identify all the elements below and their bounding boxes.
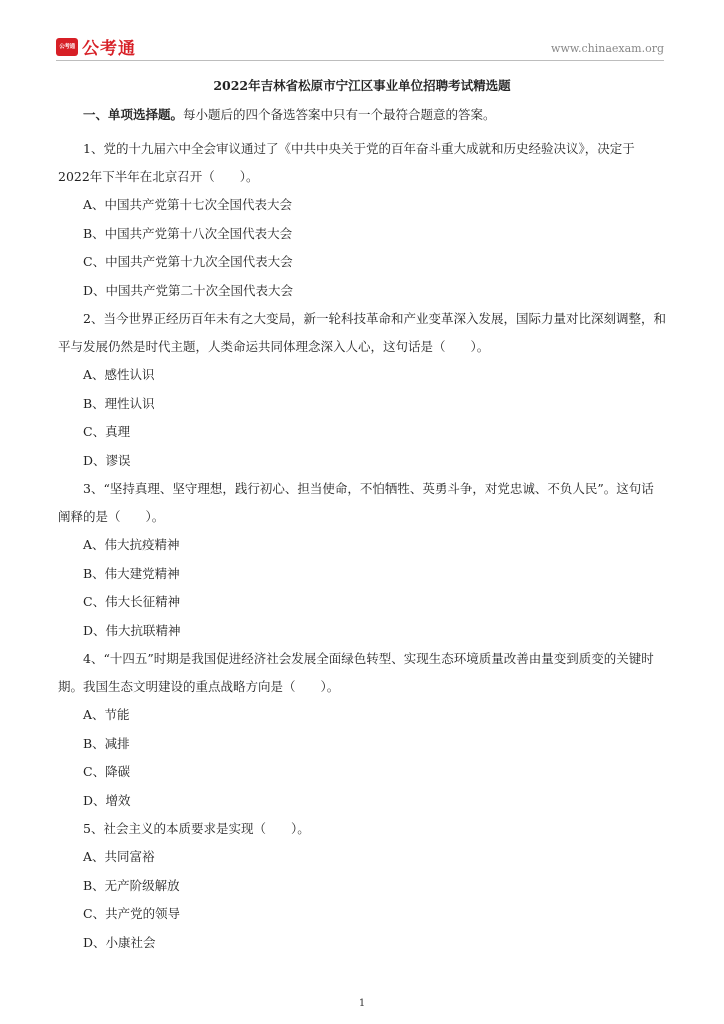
question-5 <box>58 815 666 957</box>
option-c: C、中国共产党第十九次全国代表大会 <box>83 254 293 269</box>
option-d: D、小康社会 <box>83 934 156 950</box>
logo <box>56 34 136 59</box>
option-b: B、无产阶级解放 <box>83 877 180 893</box>
option-c: C、共产党的领导 <box>83 906 181 921</box>
option-a: A、中国共产党第十七次全国代表大会 <box>83 197 293 212</box>
logo-badge: 公考通 <box>56 38 78 56</box>
option-d: D、增效 <box>83 792 131 808</box>
option-b: B、减排 <box>83 735 130 751</box>
option-a: A、伟大抗疫精神 <box>83 537 180 552</box>
question-4 <box>58 645 666 815</box>
logo-text: 公考通 <box>82 39 136 59</box>
question-text: 5、社会主义的本质要求是实现（ ）。 <box>83 821 310 836</box>
section-note: 每小题后的四个备选答案中只有一个最符合题意的答案。 <box>183 107 496 122</box>
option-d: D、伟大抗联精神 <box>83 622 181 638</box>
question-3 <box>58 475 666 645</box>
header-divider <box>56 60 664 61</box>
option-a: A、共同富裕 <box>83 849 155 864</box>
option-d: D、中国共产党第二十次全国代表大会 <box>83 282 294 298</box>
question-text: 2、当今世界正经历百年未有之大变局，新一轮科技革命和产业变革深入发展，国际力量对比深刻调整，和平与发展仍然是时代主题，人类命运共同体理念深入人心，这句话是（ ）。 <box>58 311 666 354</box>
page-number: 1 <box>358 998 366 1009</box>
site-url: www.chinaexam.org <box>551 42 664 55</box>
section-heading: 一、单项选择题。 <box>83 107 184 122</box>
option-b: B、理性认识 <box>83 395 155 411</box>
question-1 <box>58 135 666 305</box>
option-b: B、中国共产党第十八次全国代表大会 <box>83 225 293 241</box>
page-header <box>56 34 664 58</box>
option-a: A、节能 <box>83 707 130 722</box>
document-body <box>58 76 666 957</box>
option-b: B、伟大建党精神 <box>83 565 180 581</box>
option-c: C、伟大长征精神 <box>83 594 181 609</box>
option-a: A、感性认识 <box>83 367 155 382</box>
option-d: D、谬误 <box>83 452 131 468</box>
option-c: C、真理 <box>83 424 131 439</box>
question-2 <box>58 305 666 475</box>
option-c: C、降碳 <box>83 764 131 779</box>
document-title: 2022年吉林省松原市宁江区事业单位招聘考试精选题 <box>213 78 511 93</box>
question-text: 4、“十四五”时期是我国促进经济社会发展全面绿色转型、实现生态环境质量改善由量变到质变的关键时期。我国生态文明建设的重点战略方向是（ ）。 <box>58 651 654 694</box>
section-heading-line <box>58 106 666 124</box>
question-text: 3、“坚持真理、坚守理想，践行初心、担当使命，不怕牺牲、英勇斗争，对党忠诚、不负人民”。这句话阐释的是（ ）。 <box>58 481 654 524</box>
question-text: 1、党的十九届六中全会审议通过了《中共中央关于党的百年奋斗重大成就和历史经验决议》，决定于2022年下半年在北京召开（ ）。 <box>58 141 635 184</box>
